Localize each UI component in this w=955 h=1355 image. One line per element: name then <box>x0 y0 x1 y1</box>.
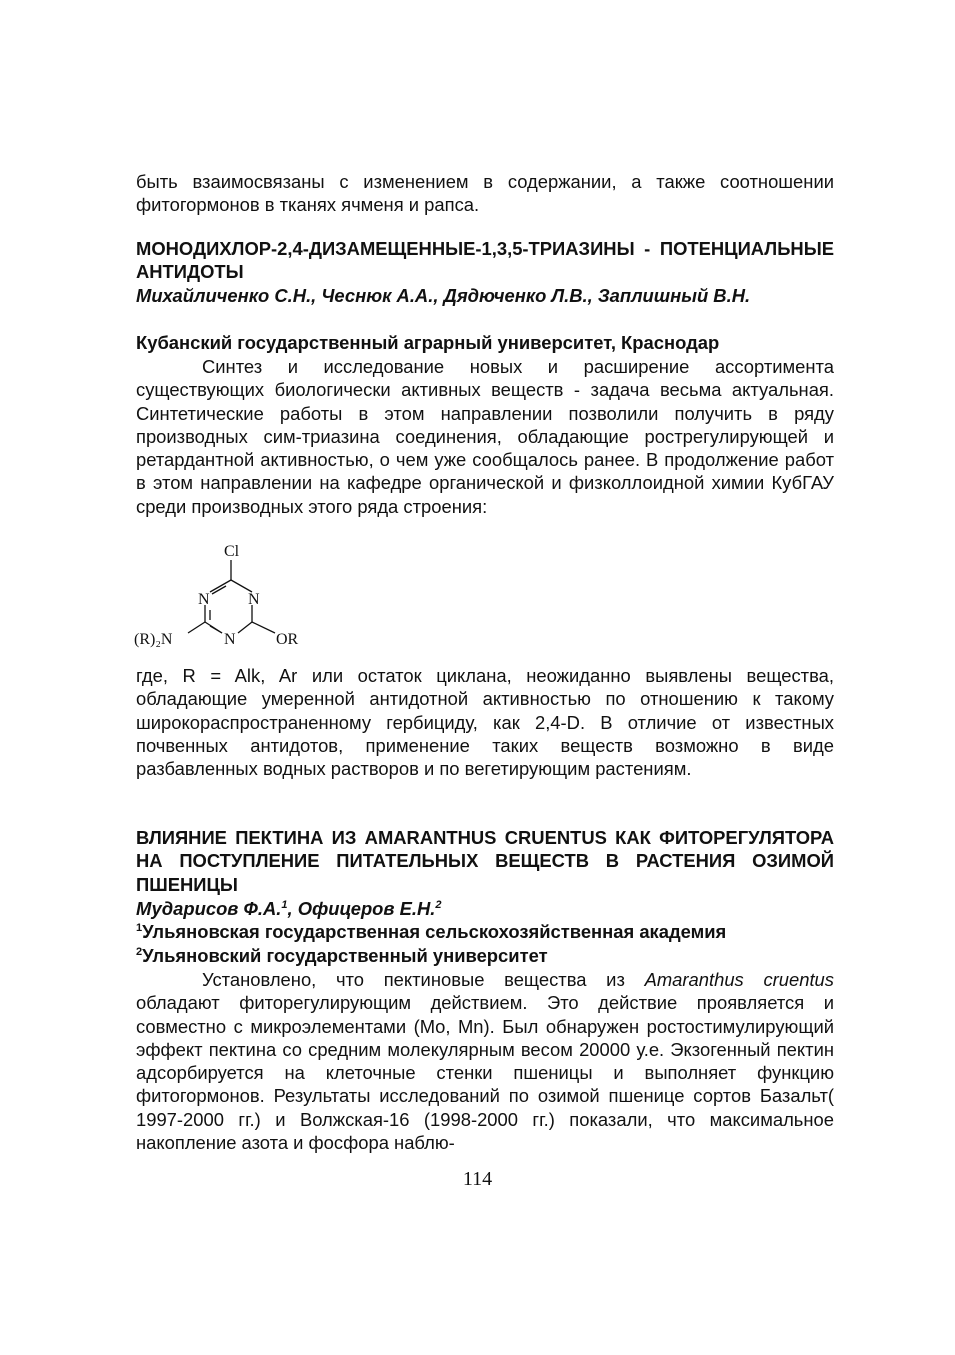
authors-separator: , <box>287 898 298 919</box>
affil-1-mark: 1 <box>136 921 143 934</box>
article1-paragraph1: Синтез и исследование новых и расширение ассортимента существующих биологически активных веществ - задача весьма актуальная. Синтетические работы в этом направлении позволили получить в ряду производных сим-триазина соединения, обладающие рострегулирующей и ретардантной активностью, о чем уже сообщалось ранее. В продолжение работ в этом направлении на кафедре органической и физколлоидной химии КубГАУ среди производных этого ряда строения: <box>136 356 834 517</box>
author-2-affil-mark: 2 <box>435 898 442 911</box>
article2-affiliation-2 <box>136 944 834 967</box>
label-cl: Cl <box>224 543 240 560</box>
article1-affiliation: Кубанский государственный аграрный университет, Краснодар <box>136 332 720 353</box>
para-rest: обладают фиторегулирующим действием. Это действие проявляется и совместно с микроэлементами (Mo, Mn). Был обнаружен ростостимулирующий эффект пектина со средним молекулярным весом 20000 у.е. Экзогенный пектин адсорбируется на клеточные стенки пшеницы и выполняет функцию фитогормонов. Результаты исследований по озимой пшенице сортов Базальт( 1997-2000 гг.) и Волжская-16 (1998-2000 гг.) показали, что максимальное накопление азота и фосфора наблю- <box>136 992 834 1154</box>
article2-authors <box>136 897 834 920</box>
label-n-bottom: N <box>224 631 236 648</box>
top-paragraph: быть взаимосвязаны с изменением в содержании, а также соотношении фитогормонов в тканях ячменя и рапса. <box>136 171 834 216</box>
article2-paragraph <box>136 968 834 1154</box>
label-n-left: N <box>198 591 210 608</box>
author-2: Офицеров Е.Н. <box>297 898 436 919</box>
para-start: Установлено, что пектиновые вещества из <box>202 969 645 990</box>
author-1-affil-mark: 1 <box>281 898 288 911</box>
affil-1-text: Ульяновская государственная сельскохозяйственная академия <box>142 921 727 942</box>
species-name: Amaranthus cruentus <box>644 969 834 990</box>
article1-paragraph2: где, R = Alk, Ar или остаток циклана, неожиданно выявлены вещества, обладающие умеренной антидотной активностью по отношению к такому широкораспространенному гербициду, как 2,4-D. В отличие от известных почвенных антидотов, применение таких веществ возможно в виде разбавленных водных растворов и по вегетирующим растениям. <box>136 665 834 780</box>
affil-2-text: Ульяновский государственный университет <box>142 945 548 966</box>
article1-title: МОНОДИХЛОР-2,4-ДИЗАМЕЩЕННЫЕ-1,3,5-ТРИАЗИНЫ - ПОТЕНЦИАЛЬНЫЕ АНТИДОТЫ <box>136 238 834 283</box>
page-number: 114 <box>462 1168 493 1190</box>
article1-authors: Михайличенко С.Н., Чеснюк А.А., Дядюченко Л.В., Заплишный В.Н. <box>136 285 751 306</box>
article2-affiliation-1 <box>136 920 834 943</box>
affil-2-mark: 2 <box>136 945 143 958</box>
label-n-right: N <box>248 591 260 608</box>
author-1: Мударисов Ф.А. <box>136 898 282 919</box>
label-or: OR <box>276 631 299 648</box>
label-amine: (R)₂N <box>134 631 173 648</box>
article2-title: ВЛИЯНИЕ ПЕКТИНА ИЗ AMARANTHUS CRUENTUS КАК ФИТОРЕГУЛЯТОРА НА ПОСТУПЛЕНИЕ ПИТАТЕЛЬНЫХ ВЕЩЕСТВ В РАСТЕНИЯ ОЗИМОЙ ПШЕНИЦЫ <box>136 827 834 895</box>
triazine-structure <box>130 540 330 662</box>
